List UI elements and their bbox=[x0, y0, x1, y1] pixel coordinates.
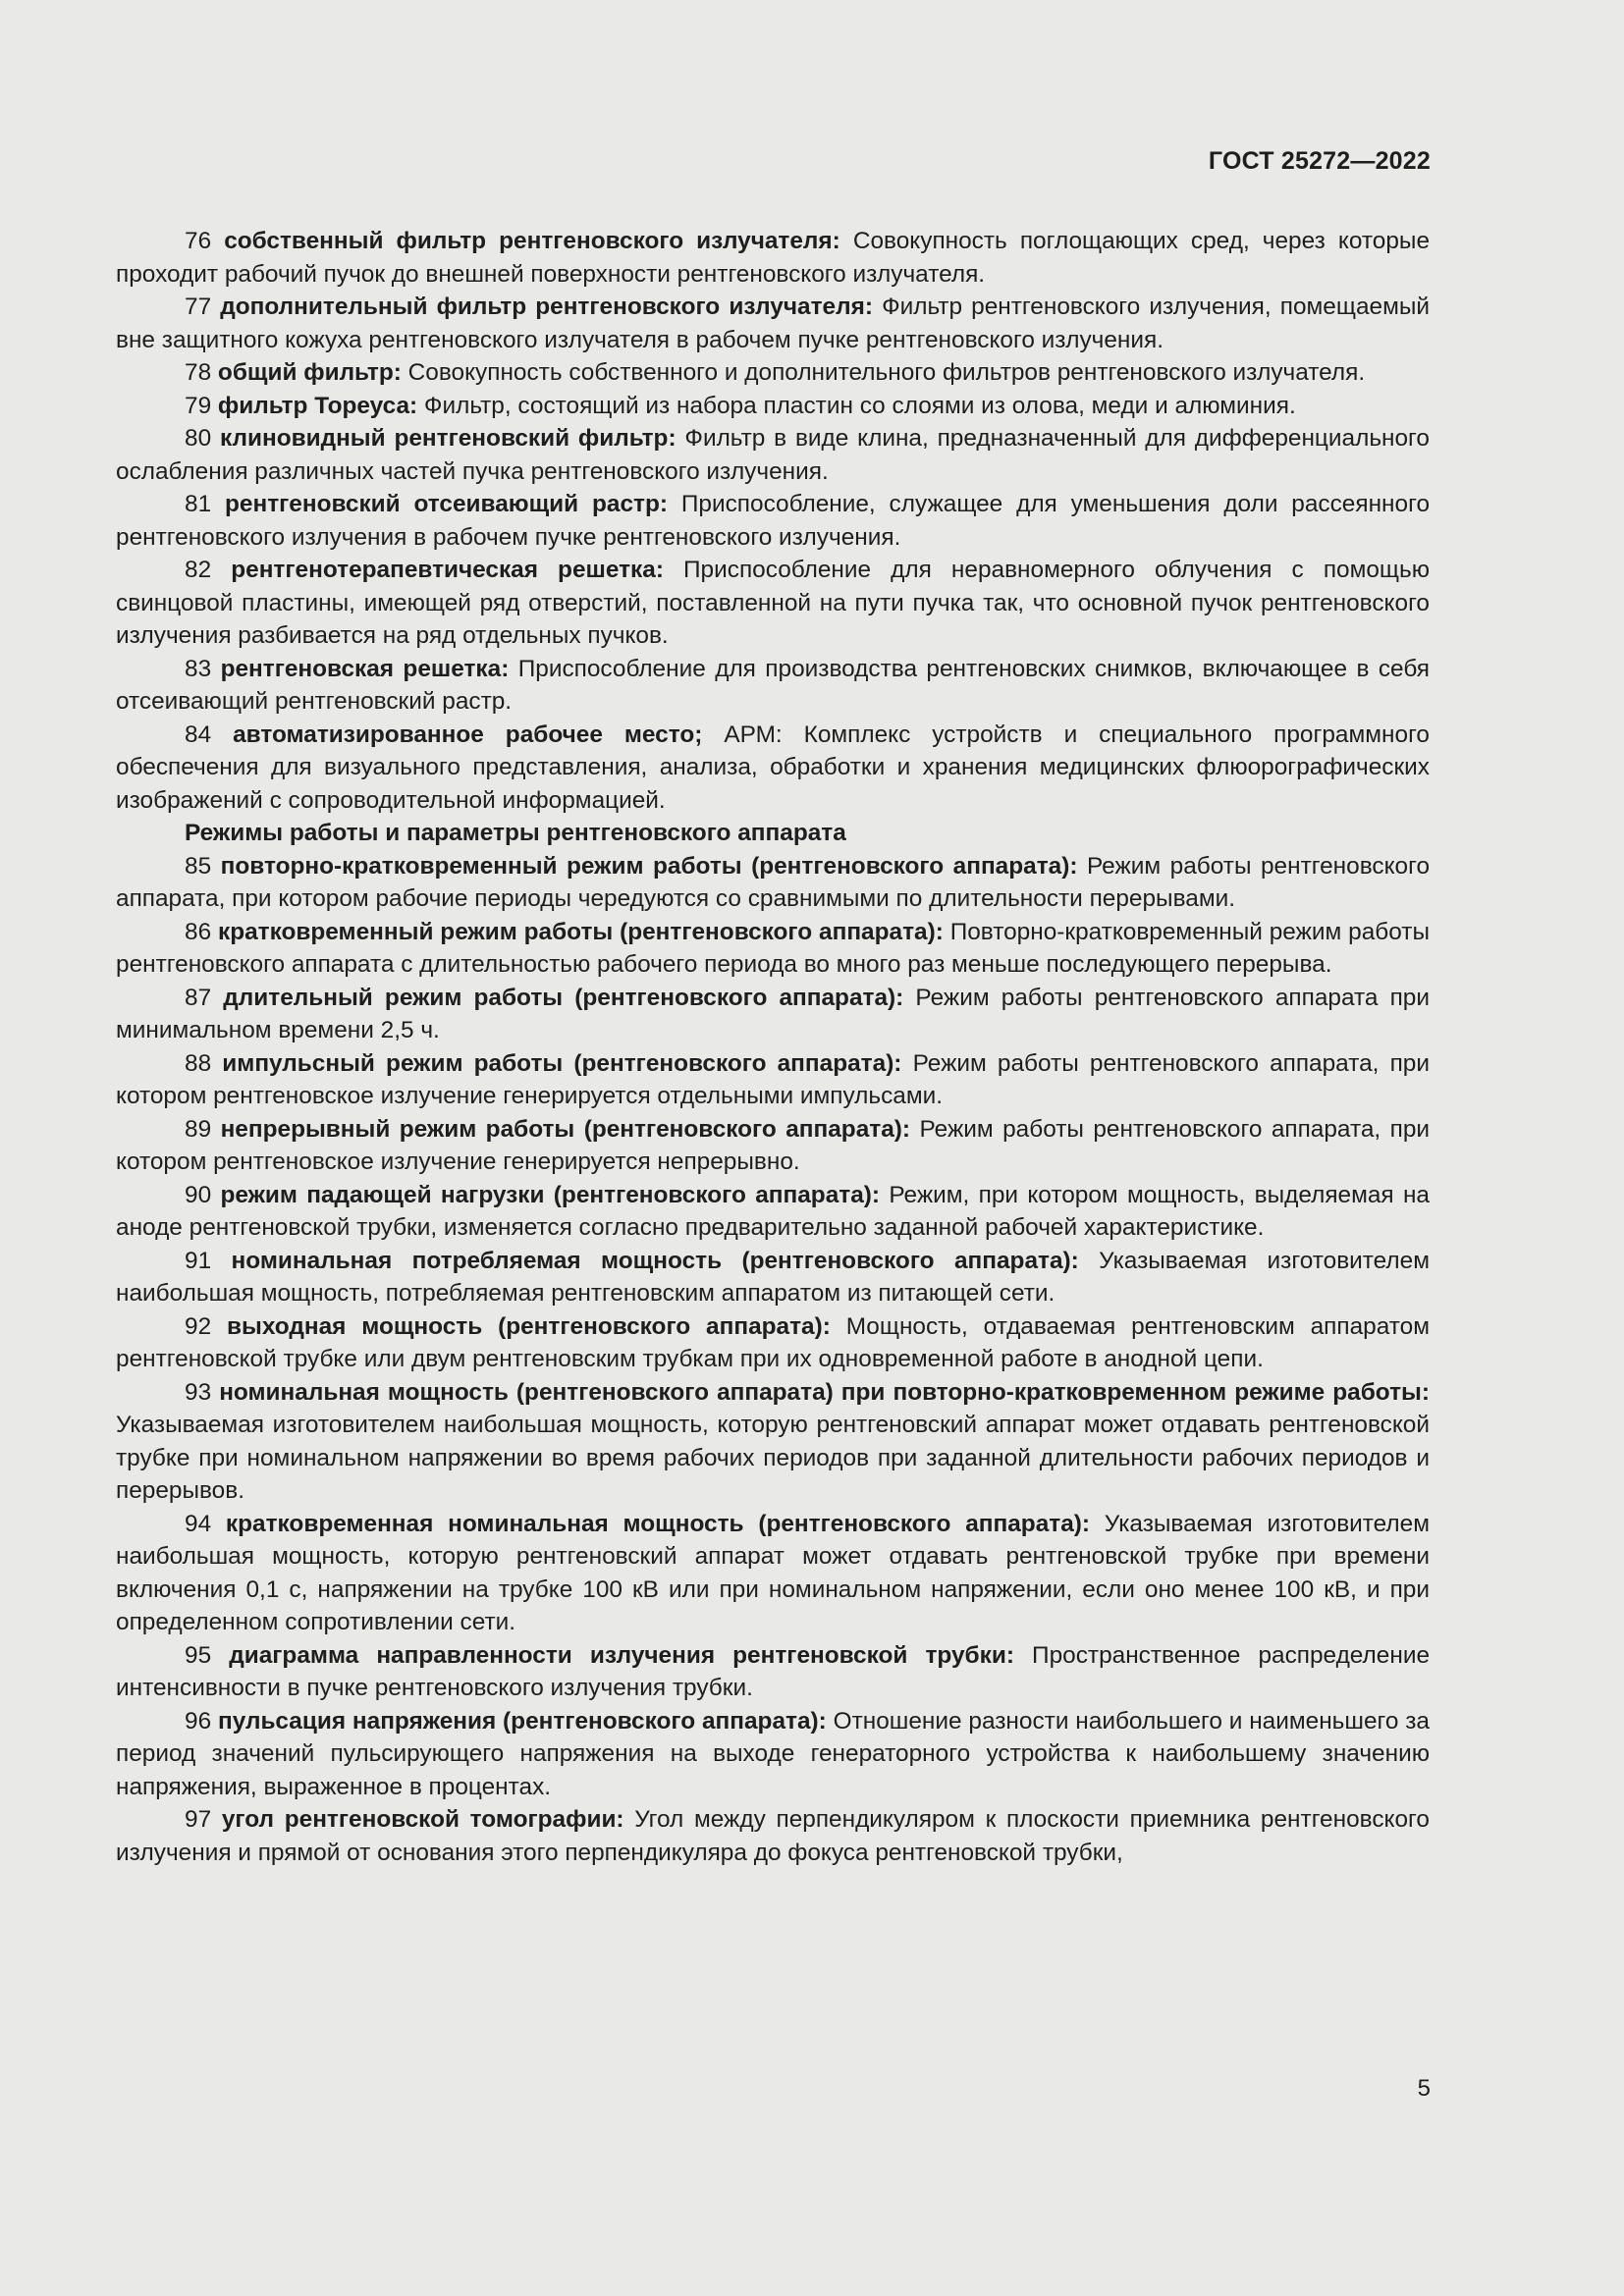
term-definition: Режим работы рентгеновского аппарата при минимальном времени 2,5 ч. bbox=[116, 984, 1430, 1043]
term-entry bbox=[116, 291, 1430, 356]
term-title: кратковременная номинальная мощность (рентгеновского аппарата): bbox=[225, 1510, 1091, 1537]
term-entry bbox=[116, 1705, 1430, 1804]
term-list-filters bbox=[116, 225, 1430, 817]
term-definition: Фильтр, состоящий из набора пластин со слоями из олова, меди и алюминия. bbox=[423, 392, 1296, 419]
page-number: 5 bbox=[1417, 2075, 1431, 2102]
term-definition: АРМ: Комплекс устройств и специального программного обеспечения для визуального представления, анализа, обработки и хранения медицинских флюорографических изображений с сопроводительной информацией. bbox=[116, 721, 1430, 814]
term-definition: Режим работы рентгеновского аппарата, при котором рентгеновское излучение генерируется непрерывно. bbox=[116, 1115, 1431, 1175]
term-title: выходная мощность (рентгеновского аппарата): bbox=[227, 1312, 831, 1340]
term-title: режим падающей нагрузки (рентгеновского аппарата): bbox=[220, 1181, 881, 1208]
term-number: 93 bbox=[185, 1378, 212, 1406]
term-number: 82 bbox=[185, 557, 212, 583]
term-title: номинальная потребляемая мощность (рентгеновского аппарата): bbox=[231, 1247, 1079, 1274]
term-definition: Приспособление для неравномерного облучения с помощью свинцовой пластины, имеющей ряд отверстий, поставленной на пути пучка так, что основной пучок рентгеновского излучения разбивается на ряд отдельных пучков. bbox=[116, 557, 1430, 649]
term-definition: Пространственное распределение интенсивности в пучке рентгеновского излучения трубки. bbox=[116, 1641, 1431, 1701]
term-definition: Режим, при котором мощность, выделяемая на аноде рентгеновской трубки, изменяется согласно предварительно заданной рабочей характеристике. bbox=[116, 1181, 1430, 1241]
term-title: кратковременный режим работы (рентгеновского аппарата): bbox=[218, 918, 944, 945]
term-number: 85 bbox=[185, 852, 212, 880]
term-number: 77 bbox=[185, 294, 212, 320]
term-title: угол рентгеновской томографии: bbox=[221, 1806, 624, 1833]
term-entry bbox=[116, 1803, 1430, 1869]
term-entry bbox=[116, 850, 1430, 916]
term-number: 91 bbox=[185, 1247, 212, 1274]
term-entry bbox=[116, 554, 1430, 653]
term-entry bbox=[116, 225, 1430, 291]
term-definition: Совокупность поглощающих сред, через которые проходит рабочий пучок до внешней поверхности рентгеновского излучателя. bbox=[116, 228, 1431, 288]
term-definition: Фильтр рентгеновского излучения, помещаемый вне защитного кожуха рентгеновского излучателя в рабочем пучке рентгеновского излучения. bbox=[116, 294, 1430, 353]
term-definition: Фильтр в виде клина, предназначенный для дифференциального ослабления различных частей пучка рентгеновского излучения. bbox=[116, 425, 1430, 485]
term-entry bbox=[116, 390, 1430, 423]
term-title: импульсный режим работы (рентгеновского аппарата): bbox=[222, 1049, 902, 1077]
term-number: 96 bbox=[185, 1707, 212, 1735]
term-definition: Мощность, отдаваемая рентгеновским аппаратом рентгеновской трубке или двум рентгеновским трубкам при их одновременной работе в анодной цепи. bbox=[116, 1312, 1430, 1372]
term-number: 92 bbox=[185, 1312, 212, 1340]
term-number: 79 bbox=[185, 392, 212, 419]
term-entry bbox=[116, 422, 1430, 488]
term-title: собственный фильтр рентгеновского излучателя: bbox=[224, 228, 840, 254]
document-id-header: ГОСТ 25272—2022 bbox=[1208, 147, 1431, 175]
term-definition: Указываемая изготовителем наибольшая мощность, которую рентгеновский аппарат может отдавать рентгеновской трубке при номинальном напряжении во время рабочих периодов при заданной длительности рабочих периодов и перерывов. bbox=[116, 1412, 1430, 1504]
term-entry bbox=[116, 1245, 1430, 1310]
term-number: 78 bbox=[185, 359, 212, 386]
term-title: номинальная мощность (рентгеновского аппарата) при повторно-кратковременном режиме работы: bbox=[219, 1378, 1430, 1406]
term-title: диаграмма направленности излучения рентгеновской трубки: bbox=[229, 1641, 1014, 1669]
term-entry bbox=[116, 1376, 1430, 1508]
term-list-modes bbox=[116, 850, 1430, 1870]
term-definition: Повторно-кратковременный режим работы рентгеновского аппарата с длительностью рабочего периода во много раз меньше последующего перерыва. bbox=[116, 918, 1430, 978]
term-entry bbox=[116, 653, 1430, 719]
term-definition: Совокупность собственного и дополнительного фильтров рентгеновского излучателя. bbox=[407, 359, 1366, 386]
term-title: непрерывный режим работы (рентгеновского аппарата): bbox=[220, 1115, 911, 1143]
term-entry bbox=[116, 1047, 1430, 1113]
term-entry bbox=[116, 1639, 1430, 1705]
term-number: 87 bbox=[185, 984, 212, 1011]
term-definition: Режим работы рентгеновского аппарата, при котором рабочие периоды чередуются со сравнимыми по длительности перерывами. bbox=[116, 852, 1431, 912]
term-number: 83 bbox=[185, 655, 212, 682]
term-title: клиновидный рентгеновский фильтр: bbox=[219, 425, 677, 452]
term-definition: Отношение разности наибольшего и наименьшего за период значений пульсирующего напряжения на выходе генераторного устройства к наибольшему значению напряжения, выраженное в процентах. bbox=[116, 1707, 1430, 1800]
term-entry bbox=[116, 1179, 1430, 1245]
term-definition: Угол между перпендикуляром к плоскости приемника рентгеновского излучения и прямой от основания этого перпендикуляра до фокуса рентгеновской трубки, bbox=[116, 1806, 1430, 1866]
term-number: 76 bbox=[185, 228, 212, 254]
term-number: 94 bbox=[185, 1510, 212, 1537]
term-title: общий фильтр: bbox=[217, 359, 402, 386]
term-entry bbox=[116, 1310, 1430, 1376]
section-heading: Режимы работы и параметры рентгеновского аппарата bbox=[185, 820, 846, 846]
term-entry bbox=[116, 719, 1430, 818]
term-number: 81 bbox=[185, 491, 212, 517]
term-title: пульсация напряжения (рентгеновского аппарата): bbox=[217, 1707, 827, 1735]
term-title: рентгеновская решетка: bbox=[220, 655, 510, 682]
term-entry bbox=[116, 982, 1430, 1047]
term-number: 88 bbox=[185, 1049, 212, 1077]
term-title: рентгеновский отсеивающий растр: bbox=[225, 491, 669, 517]
term-number: 95 bbox=[185, 1641, 212, 1669]
term-entry bbox=[116, 1508, 1430, 1639]
term-number: 89 bbox=[185, 1115, 212, 1143]
term-number: 84 bbox=[185, 721, 212, 748]
term-title: автоматизированное рабочее место; bbox=[233, 721, 703, 748]
term-number: 97 bbox=[185, 1806, 212, 1833]
term-number: 90 bbox=[185, 1181, 212, 1208]
term-number: 86 bbox=[185, 918, 212, 945]
term-title: рентгенотерапевтическая решетка: bbox=[231, 557, 664, 583]
term-definition: Указываемая изготовителем наибольшая мощность, которую рентгеновский аппарат может отдавать рентгеновской трубке при времени включения 0,1 с, напряжении на трубке 100 кВ или при номинальном напряжении, если оно менее 100 кВ, и при определенном сопротивлении сети. bbox=[116, 1510, 1430, 1635]
term-title: дополнительный фильтр рентгеновского излучателя: bbox=[220, 294, 873, 320]
term-entry bbox=[116, 488, 1430, 554]
term-definition: Приспособление, служащее для уменьшения доли рассеянного рентгеновского излучения в рабочем пучке рентгеновского излучения. bbox=[116, 491, 1431, 551]
term-title: повторно-кратковременный режим работы (рентгеновского аппарата): bbox=[220, 852, 1078, 880]
term-definition: Приспособление для производства рентгеновских снимков, включающее в себя отсеивающий рентгеновский растр. bbox=[116, 655, 1430, 715]
term-title: фильтр Тореуса: bbox=[217, 392, 418, 419]
term-title: длительный режим работы (рентгеновского аппарата): bbox=[223, 984, 904, 1011]
document-body bbox=[116, 225, 1430, 1869]
term-definition: Указываемая изготовителем наибольшая мощность, потребляемая рентгеновским аппаратом из питающей сети. bbox=[116, 1247, 1430, 1307]
term-definition: Режим работы рентгеновского аппарата, при котором рентгеновское излучение генерируется отдельными импульсами. bbox=[116, 1049, 1430, 1109]
term-entry bbox=[116, 356, 1430, 390]
term-entry bbox=[116, 916, 1430, 982]
term-number: 80 bbox=[185, 425, 212, 452]
term-entry bbox=[116, 1113, 1430, 1179]
